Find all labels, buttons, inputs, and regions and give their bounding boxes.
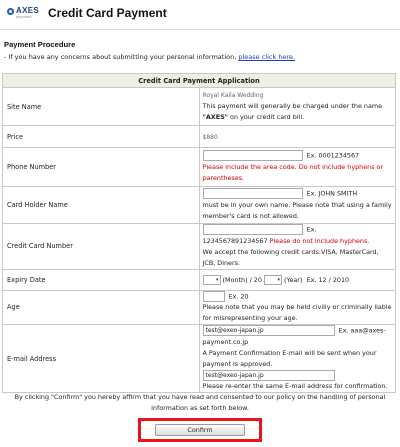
age-label: Age	[3, 290, 200, 325]
expiry-cell	[199, 269, 396, 290]
phone-cell	[199, 148, 396, 187]
billing-name: "AXES"	[202, 113, 229, 121]
email-example: Ex. aaa@axes-payment.co.jp	[202, 326, 386, 346]
card-number-label: Credit Card Number	[3, 224, 200, 270]
expiry-year-select[interactable]	[264, 275, 282, 285]
logo-circle-icon	[7, 8, 14, 15]
phone-label: Phone Number	[3, 148, 200, 187]
card-number-cell	[199, 224, 396, 270]
phone-example: Ex. 0001234567	[306, 151, 360, 160]
card-number-example: Ex. 1234567891234567	[202, 225, 317, 245]
card-holder-example: Ex. JOHN SMITH	[306, 189, 358, 198]
phone-input[interactable]	[203, 150, 303, 161]
concern-link[interactable]: please click here.	[238, 53, 296, 61]
site-name-label: Site Name	[3, 88, 200, 126]
expiry-label: Expiry Date	[3, 269, 200, 290]
concern-text	[4, 53, 295, 61]
affirm-text	[10, 392, 390, 414]
expiry-year-label: (Year)	[284, 275, 303, 284]
email-input[interactable]: test@exeo-japan.jp	[203, 325, 335, 336]
email-confirm-note: Please re-enter the same E-mail address for confirmation.	[202, 382, 388, 390]
header	[0, 0, 400, 30]
card-number-input[interactable]	[203, 224, 303, 235]
page-title: Credit Card Payment	[48, 6, 167, 20]
site-name-cell	[199, 88, 396, 126]
logo-subtext: payment	[16, 15, 32, 19]
application-form	[2, 73, 396, 393]
confirm-highlight-box	[138, 418, 262, 442]
site-name-note: This payment will generally be charged under the name "AXES" on your credit card bill.	[202, 102, 383, 121]
email-note: A Payment Confirmation E-mail will be sent when your payment is approved.	[202, 348, 377, 368]
age-input[interactable]	[203, 291, 225, 302]
age-example: Ex. 20	[228, 292, 249, 300]
axes-logo	[7, 6, 41, 22]
email-cell	[199, 325, 396, 393]
affirm-line-1: By clicking "Confirm" you hereby affirm that you have read and consented to our policy on the handling of personal	[14, 393, 386, 401]
age-cell	[199, 290, 396, 325]
email-confirm-input[interactable]: test@exeo-japan.jp	[203, 370, 335, 381]
form-caption: Credit Card Payment Application	[3, 74, 396, 88]
accepted-cards-note: We accept the following credit cards:VISA, MasterCard, JCB, Diners.	[202, 247, 379, 267]
affirm-line-2: information as set forth below.	[151, 404, 249, 412]
concern-prefix: - If you have any concerns about submitting your personal information,	[4, 53, 239, 61]
chevron-down-icon: ▾	[277, 276, 280, 283]
expiry-example: Ex. 12 / 2010	[306, 275, 350, 284]
expiry-month-select[interactable]	[203, 275, 221, 285]
price-cell	[199, 126, 396, 148]
email-label: E-mail Address	[3, 325, 200, 393]
procedure-title: Payment Procedure	[4, 40, 76, 49]
card-holder-input[interactable]	[203, 188, 303, 199]
card-holder-cell	[199, 187, 396, 224]
site-name-value: Royal Kaila Wedding	[202, 92, 264, 99]
card-holder-label: Card Holder Name	[3, 187, 200, 224]
card-holder-note: must be in your own name. Please note that using a family member's card is not allowed.	[202, 200, 392, 220]
price-value: $880	[202, 133, 218, 141]
chevron-down-icon: ▾	[215, 276, 219, 283]
card-number-warning: Please do not include hyphens.	[269, 236, 370, 245]
price-label: Price	[3, 126, 200, 148]
phone-warning: Please include the area code. Do not include hyphens or parentheses.	[202, 162, 384, 182]
logo-text: AXES	[16, 6, 39, 15]
expiry-month-label: (Month) / 20	[222, 275, 262, 284]
confirm-button[interactable]: Confirm	[155, 424, 245, 436]
age-note: Please note that you may be held civilly or criminally liable for misrepresenting your age.	[202, 303, 392, 322]
